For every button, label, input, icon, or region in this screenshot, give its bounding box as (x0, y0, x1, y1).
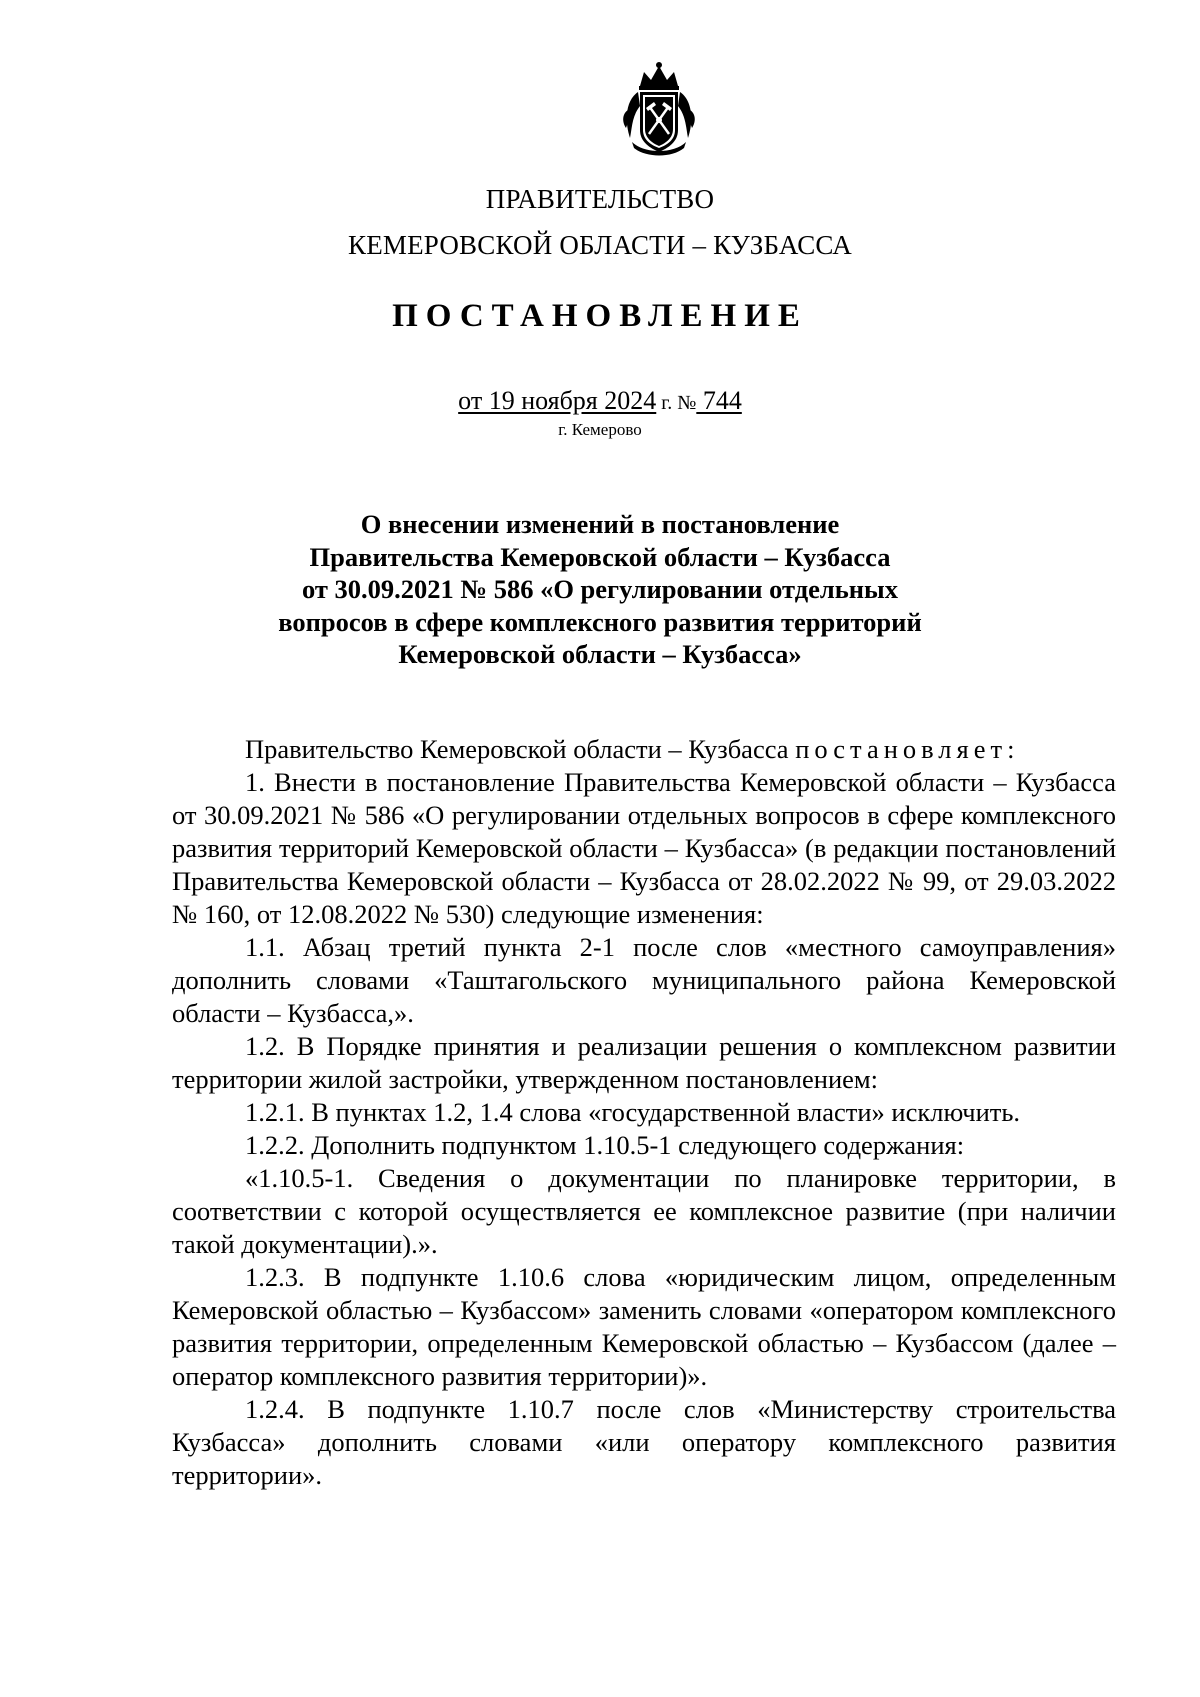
body-paragraph: 1.2. В Порядке принятия и реализации решения о комплексном развитии территории жилой застройки, утвержденном постановлением: (172, 1031, 1116, 1094)
intro-paragraph (172, 733, 1116, 766)
number-sign: № (677, 392, 697, 414)
document-body (172, 733, 1116, 1492)
document-type-heading: ПОСТАНОВЛЕНИЕ (392, 298, 808, 334)
intro-colon: : (1007, 734, 1015, 764)
title-line: вопросов в сфере комплексного развития территорий (278, 606, 922, 637)
title-line: от 30.09.2021 № 586 «О регулировании отдельных (302, 574, 898, 604)
document-number: 744 (696, 386, 742, 415)
body-paragraph: «1.10.5-1. Сведения о документации по планировке территории, в соответствии с которой осуществляется ее комплексное развитие (при наличии такой документации).». (172, 1163, 1116, 1259)
body-paragraph: 1.1. Абзац третий пункта 2-1 после слов «местного самоуправления» дополнить словами «Таштагольского муниципального района Кемеровской области – Кузбасса,». (172, 932, 1116, 1028)
document-date: от 19 ноября 2024 (458, 386, 657, 415)
title-line: Кемеровской области – Кузбасса» (398, 639, 802, 669)
kuzbass-coat-of-arms-icon (618, 58, 700, 158)
date-number-line (0, 386, 1200, 416)
title-line: О внесении изменений в постановление (360, 509, 840, 539)
document-title (0, 508, 1200, 671)
body-paragraph: 1.2.1. В пунктах 1.2, 1.4 слова «государственной власти» исключить. (245, 1097, 1021, 1127)
government-name-line-1: ПРАВИТЕЛЬСТВО (485, 184, 715, 214)
body-paragraph: 1.2.2. Дополнить подпунктом 1.10.5-1 следующего содержания: (245, 1130, 965, 1160)
intro-text: Правительство Кемеровской области – Кузбасса (245, 734, 796, 764)
body-paragraph: 1. Внести в постановление Правительства Кемеровской области – Кузбасса от 30.09.2021 № 586 «О регулировании отдельных вопросов в сфере комплексного развития территорий Кемеровской области – Кузбасса» (в редакции постановлений Правительства Кемеровской области – Кузбасса от 28.02.2022 № 99, от 29.03.2022 № 160, от 12.08.2022 № 530) следующие изменения: (172, 767, 1116, 929)
year-suffix: г. (656, 392, 678, 414)
intro-resolves: постановляет (795, 734, 1008, 764)
title-line: Правительства Кемеровской области – Кузбасса (309, 541, 891, 572)
city-name: г. Кемерово (558, 420, 642, 439)
government-name-line-2: КЕМЕРОВСКОЙ ОБЛАСТИ – КУЗБАССА (348, 230, 852, 260)
body-paragraph: 1.2.3. В подпункте 1.10.6 слова «юридическим лицом, определенным Кемеровской областью – Кузбассом» заменить словами «оператором комплексного развития территории, определенным Кемеровской областью – Кузбассом (далее – оператор комплексного развития территории)». (172, 1262, 1116, 1391)
body-paragraph: 1.2.4. В подпункте 1.10.7 после слов «Министерству строительства Кузбасса» дополнить словами «или оператору комплексного развития территории». (172, 1394, 1116, 1490)
